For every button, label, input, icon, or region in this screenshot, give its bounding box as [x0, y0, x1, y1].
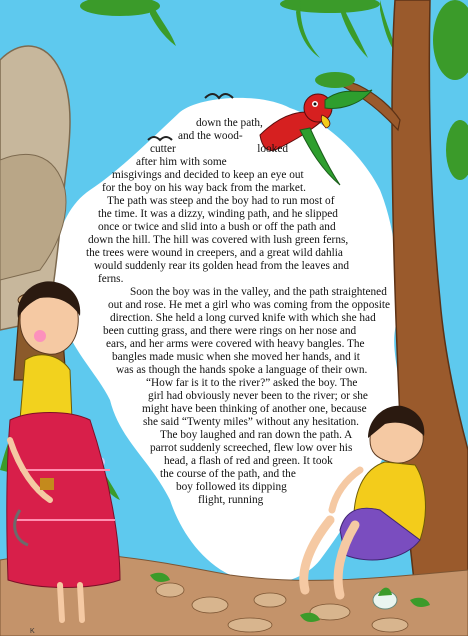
- story-line: Soon the boy was in the valley, and the path straightened: [130, 286, 387, 298]
- story-line: after him with some: [136, 156, 227, 168]
- story-line: and the wood-: [178, 130, 243, 142]
- story-line: ferns.: [98, 273, 124, 285]
- story-line: head, a flash of red and green. It took: [164, 455, 333, 467]
- story-line: was as though the hands spoke a language of their own.: [116, 364, 368, 376]
- story-line: flight, running: [198, 494, 264, 506]
- story-line: ears, and her arms were covered with heavy bangles. The: [106, 338, 365, 350]
- story-line: girl had obviously never been to the river; or she: [148, 390, 368, 402]
- page-mark: K: [30, 628, 35, 635]
- story-line: parrot suddenly screeched, flew low over his: [150, 442, 353, 454]
- story-line: bangles made music when she moved her hands, and it: [112, 351, 360, 363]
- story-line: she said “Twenty miles” without any hesitation.: [143, 416, 360, 428]
- story-line: direction. She held a long curved knife with which she had: [110, 312, 376, 324]
- story-line: once or twice and slid into a bush or off the path and: [98, 221, 336, 233]
- story-line: would suddenly rear its golden head from the leaves and: [94, 260, 350, 272]
- story-line: The path was steep and the boy had to run most of: [107, 195, 335, 207]
- story-line: down the path,: [196, 117, 263, 129]
- story-line: the trees were wound in creepers, and a great wild dahlia: [86, 247, 343, 259]
- story-line: out and rose. He met a girl who was coming from the opposite: [108, 299, 391, 311]
- story-line: The boy laughed and ran down the path. A: [160, 429, 353, 441]
- story-line: for the boy on his way back from the market.: [102, 182, 306, 194]
- story-line: might have been thinking of another one, because: [142, 403, 367, 415]
- story-line: been cutting grass, and there were rings on her nose and: [103, 325, 357, 337]
- story-line: down the hill. The hill was covered with lush green ferns,: [88, 234, 349, 246]
- story-line: misgivings and decided to keep an eye out: [112, 169, 304, 181]
- story-line: “How far is it to the river?” asked the boy. The: [146, 377, 358, 389]
- story-line: boy followed its dipping: [176, 481, 287, 493]
- story-line: cutter looked: [150, 143, 288, 155]
- story-line: the time. It was a dizzy, winding path, and he slipped: [98, 208, 338, 220]
- story-line: the course of the path, and the: [160, 468, 296, 480]
